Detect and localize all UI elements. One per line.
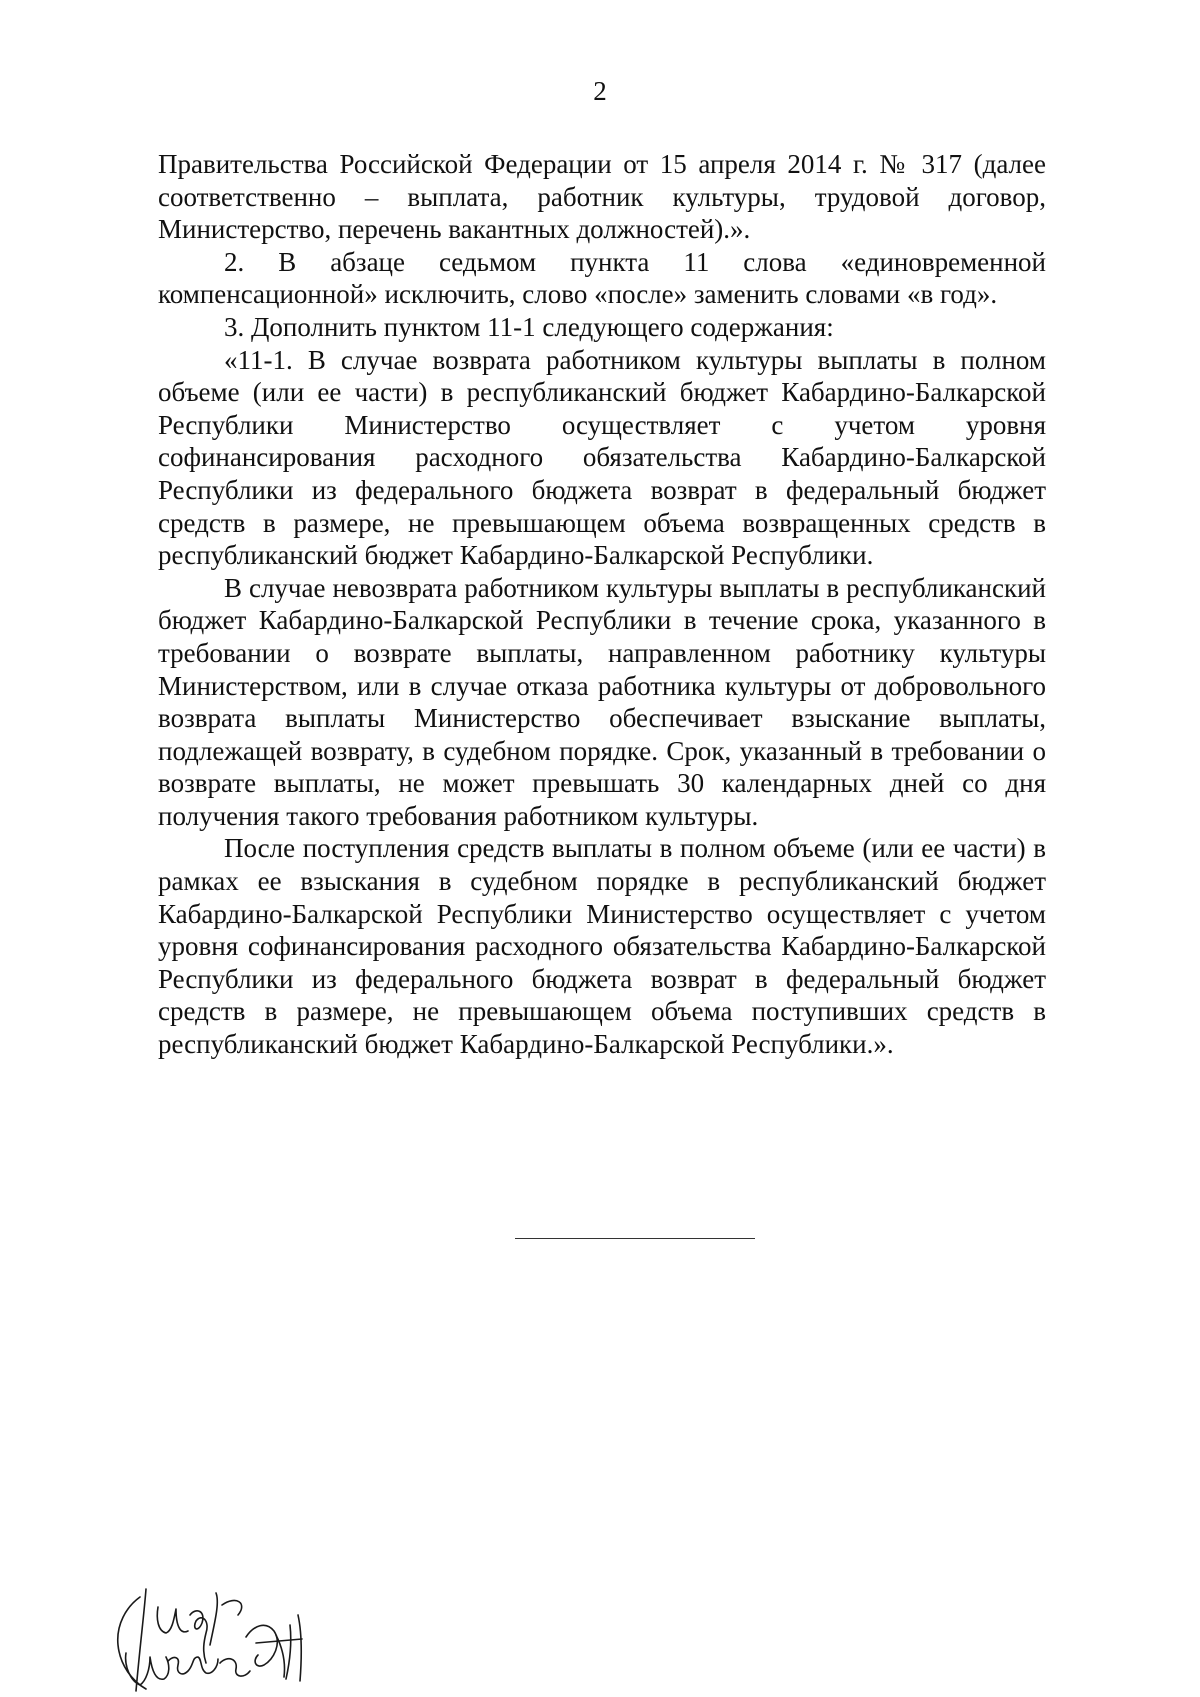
paragraph-non-return: В случае невозврата работником культуры выплаты в республиканский бюджет Кабардино-Балкарской Республики в течение срока, указанного в требовании о возврате выплаты, направленном работнику культуры Министерством, или в случае отказа работника культуры от добровольного возврата выплаты Министерство обеспечивает взыскание выплаты, подлежащей возврату, в судебном порядке. Срок, указанный в требовании о возврате выплаты, не может превышать 30 календарных дней со дня получения такого требования работником культуры. — [158, 572, 1046, 831]
paragraph-continuation: Правительства Российской Федерации от 15 апреля 2014 г. № 317 (далее соответственно – выплата, работник культуры, трудовой договор, Министерство, перечень вакантных должностей).». — [158, 149, 1046, 245]
paragraph-amendment-3: 3. Дополнить пунктом 11-1 следующего содержания: — [224, 311, 834, 342]
paragraph-clause-11-1: «11-1. В случае возврата работником культуры выплаты в полном объеме (или ее части) в республиканский бюджет Кабардино-Балкарской Республики Министерство осуществляет с учетом уровня софинансирования расходного обязательства Кабардино-Балкарской Республики из федерального бюджета возврат в федеральный бюджет средств в размере, не превышающем объема возвращенных средств в республиканский бюджет Кабардино-Балкарской Республики. — [158, 344, 1046, 571]
paragraph-amendment-2: 2. В абзаце седьмом пункта 11 слова «единовременной компенсационной» исключить, слово «после» заменить словами «в год». — [158, 246, 1046, 310]
document-body — [158, 148, 1046, 1061]
handwritten-signature — [106, 1585, 336, 1695]
separator-line — [515, 1238, 755, 1239]
page-number: 2 — [593, 76, 607, 106]
paragraph-after-recovery: После поступления средств выплаты в полном объеме (или ее части) в рамках ее взыскания в судебном порядке в республиканский бюджет Кабардино-Балкарской Республики Министерство осуществляет с учетом уровня софинансирования расходного обязательства Кабардино-Балкарской Республики из федерального бюджета возврат в федеральный бюджет средств в размере, не превышающем объема поступивших средств в республиканский бюджет Кабардино-Балкарской Республики.». — [158, 833, 1046, 1060]
